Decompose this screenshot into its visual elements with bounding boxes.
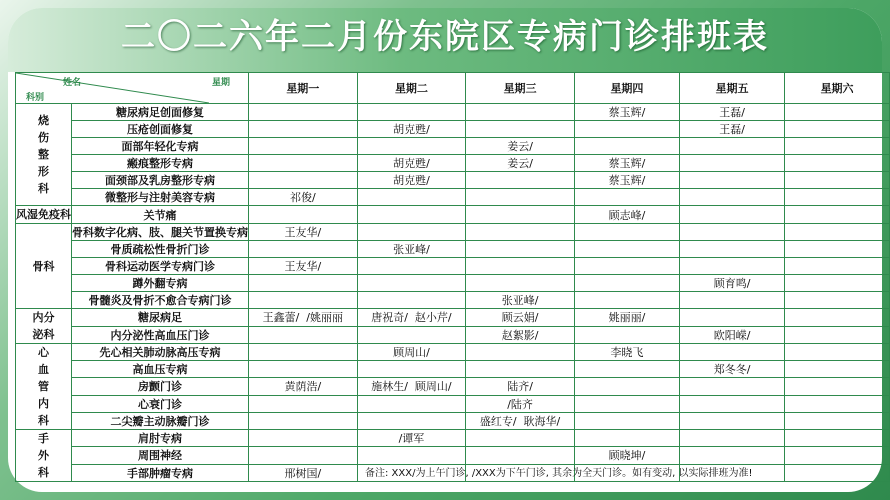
schedule-cell-wed [466, 361, 575, 378]
schedule-cell-mon: 王鑫蕾/ /姚丽丽 [249, 309, 358, 327]
schedule-cell-thu [574, 121, 679, 138]
day-header-tue: 星期二 [357, 73, 466, 104]
table-row [16, 172, 890, 189]
schedule-cell-tue [357, 275, 466, 292]
specialty-label: 心衰门诊 [72, 395, 249, 412]
schedule-cell-sat [785, 378, 890, 395]
schedule-cell-thu [574, 395, 679, 412]
schedule-cell-wed [466, 104, 575, 121]
schedule-cell-tue [357, 104, 466, 121]
schedule-cell-tue [357, 189, 466, 206]
schedule-cell-tue [357, 258, 466, 275]
schedule-cell-fri [680, 412, 785, 429]
table-row [16, 326, 890, 344]
schedule-cell-mon [249, 326, 358, 344]
department-label: 心 血 管 内 科 [16, 344, 72, 430]
schedule-cell-mon [249, 275, 358, 292]
schedule-cell-mon [249, 292, 358, 309]
schedule-cell-tue [357, 412, 466, 429]
specialty-label: 糖尿病足 [72, 309, 249, 327]
schedule-cell-mon [249, 241, 358, 258]
table-row [16, 447, 890, 464]
schedule-cell-fri [680, 224, 785, 241]
schedule-cell-wed [466, 447, 575, 464]
table-row [16, 292, 890, 309]
schedule-cell-wed: 姜云/ [466, 138, 575, 155]
header-corner [16, 73, 249, 104]
schedule-cell-tue: 唐祝奇/ 赵小芹/ [357, 309, 466, 327]
schedule-cell-wed: 张亚峰/ [466, 292, 575, 309]
schedule-cell-sat [785, 155, 890, 172]
schedule-cell-mon [249, 344, 358, 361]
schedule-cell-mon [249, 172, 358, 189]
schedule-cell-sat [785, 361, 890, 378]
specialty-label: 周围神经 [72, 447, 249, 464]
schedule-cell-thu [574, 326, 679, 344]
table-row [16, 344, 890, 361]
schedule-cell-wed: 赵絮影/ [466, 326, 575, 344]
schedule-cell-wed [466, 224, 575, 241]
specialty-label: 关节痛 [72, 206, 249, 224]
schedule-cell-mon [249, 138, 358, 155]
schedule-cell-mon [249, 155, 358, 172]
specialty-label: 房颤门诊 [72, 378, 249, 395]
schedule-cell-mon [249, 412, 358, 429]
schedule-cell-sat [785, 275, 890, 292]
schedule-cell-fri [680, 344, 785, 361]
schedule-cell-sat [785, 121, 890, 138]
schedule-cell-sat [785, 326, 890, 344]
schedule-cell-thu [574, 378, 679, 395]
schedule-cell-tue: 胡克甦/ [357, 121, 466, 138]
schedule-cell-fri [680, 206, 785, 224]
corner-dept-label: 科别 [26, 93, 45, 103]
schedule-cell-tue [357, 206, 466, 224]
schedule-cell-thu [574, 241, 679, 258]
schedule-cell-wed [466, 206, 575, 224]
schedule-cell-thu [574, 138, 679, 155]
table-header-row [16, 73, 890, 104]
schedule-cell-tue: 张亚峰/ [357, 241, 466, 258]
schedule-cell-wed: 顾云娟/ [466, 309, 575, 327]
table-row [16, 378, 890, 395]
schedule-cell-fri [680, 447, 785, 464]
schedule-cell-sat [785, 447, 890, 464]
corner-diagonal [16, 73, 209, 103]
schedule-cell-fri [680, 395, 785, 412]
table-row [16, 309, 890, 327]
table-row [16, 155, 890, 172]
schedule-cell-fri [680, 378, 785, 395]
schedule-cell-sat [785, 412, 890, 429]
schedule-cell-mon [249, 361, 358, 378]
schedule-cell-mon [249, 206, 358, 224]
schedule-cell-thu [574, 430, 679, 447]
table-row [16, 258, 890, 275]
schedule-cell-wed [466, 344, 575, 361]
schedule-cell-fri: 顾育鸣/ [680, 275, 785, 292]
schedule-cell-wed [466, 121, 575, 138]
schedule-cell-fri: 郑冬冬/ [680, 361, 785, 378]
schedule-cell-fri: 王磊/ [680, 121, 785, 138]
day-header-sat: 星期六 [785, 73, 890, 104]
schedule-cell-thu [574, 189, 679, 206]
specialty-label: 手部肿瘤专病 [72, 464, 249, 481]
day-header-fri: 星期五 [680, 73, 785, 104]
specialty-label: 面颈部及乳房整形专病 [72, 172, 249, 189]
schedule-cell-fri [680, 430, 785, 447]
schedule-cell-tue [357, 224, 466, 241]
department-label: 烧 伤 整 形 科 [16, 104, 72, 206]
schedule-cell-sat [785, 464, 890, 481]
schedule-cell-mon: 邢树国/ [249, 464, 358, 481]
schedule-cell-fri [680, 258, 785, 275]
schedule-cell-sat [785, 309, 890, 327]
department-label: 风湿免疫科 [16, 206, 72, 224]
specialty-label: 面部年轻化专病 [72, 138, 249, 155]
schedule-cell-mon [249, 447, 358, 464]
schedule-cell-tue: /谭军 [357, 430, 466, 447]
schedule-cell-fri: 王磊/ [680, 104, 785, 121]
table-row [16, 206, 890, 224]
specialty-label: 骨科数字化病、肢、腿关节置换专病 [72, 224, 249, 241]
schedule-cell-thu: 李晓飞 [574, 344, 679, 361]
schedule-cell-fri: 欧阳嵘/ [680, 326, 785, 344]
table-row [16, 121, 890, 138]
schedule-cell-fri [680, 172, 785, 189]
schedule-cell-mon: 黄荫浩/ [249, 378, 358, 395]
schedule-cell-tue: 胡克甦/ [357, 155, 466, 172]
specialty-label: 先心相关肺动脉高压专病 [72, 344, 249, 361]
schedule-cell-thu: 姚丽丽/ [574, 309, 679, 327]
schedule-table [15, 72, 890, 482]
schedule-cell-sat [785, 430, 890, 447]
page-title: 二〇二六年二月份东院区专病门诊排班表 [121, 17, 769, 57]
schedule-cell-sat [785, 172, 890, 189]
table-row [16, 395, 890, 412]
schedule-cell-wed: /陆齐 [466, 395, 575, 412]
schedule-cell-sat [785, 138, 890, 155]
schedule-cell-tue [357, 395, 466, 412]
schedule-cell-wed [466, 189, 575, 206]
specialty-label: 微整形与注射美容专病 [72, 189, 249, 206]
schedule-cell-mon [249, 104, 358, 121]
table-row [16, 361, 890, 378]
schedule-cell-fri [680, 241, 785, 258]
schedule-cell-wed: 姜云/ [466, 155, 575, 172]
schedule-cell-fri [680, 292, 785, 309]
schedule-cell-sat [785, 292, 890, 309]
specialty-label: 骨质疏松性骨折门诊 [72, 241, 249, 258]
department-label: 手 外 科 [16, 430, 72, 482]
day-header-thu: 星期四 [574, 73, 679, 104]
schedule-cell-thu: 蔡玉辉/ [574, 104, 679, 121]
corner-name-label: 姓名 [63, 78, 82, 88]
schedule-cell-thu [574, 292, 679, 309]
schedule-cell-tue [357, 447, 466, 464]
specialty-label: 瘢痕整形专病 [72, 155, 249, 172]
schedule-cell-thu [574, 224, 679, 241]
corner-week-label: 星期 [211, 78, 230, 88]
schedule-cell-thu: 顾晓坤/ [574, 447, 679, 464]
schedule-cell-thu [574, 412, 679, 429]
schedule-cell-mon: 王友华/ [249, 258, 358, 275]
schedule-body [16, 104, 890, 482]
specialty-label: 骨髓炎及骨折不愈合专病门诊 [72, 292, 249, 309]
schedule-cell-tue: 顾周山/ [357, 344, 466, 361]
schedule-cell-sat [785, 258, 890, 275]
specialty-label: 肩肘专病 [72, 430, 249, 447]
schedule-cell-wed: 陆齐/ [466, 378, 575, 395]
schedule-cell-fri [680, 189, 785, 206]
schedule-cell-sat [785, 206, 890, 224]
table-row [16, 241, 890, 258]
schedule-cell-fri [680, 138, 785, 155]
schedule-cell-tue: 胡克甦/ [357, 172, 466, 189]
schedule-cell-tue [357, 292, 466, 309]
schedule-cell-tue [357, 138, 466, 155]
schedule-cell-thu: 蔡玉辉/ [574, 172, 679, 189]
footer-note: 备注: XXX/为上午门诊, /XXX为下午门诊, 其余为全天门诊。如有变动, 以实际排班为准! [365, 468, 753, 479]
schedule-cell-mon: 王友华/ [249, 224, 358, 241]
schedule-cell-wed [466, 172, 575, 189]
schedule-cell-thu: 蔡玉辉/ [574, 155, 679, 172]
table-row [16, 138, 890, 155]
schedule-cell-thu [574, 361, 679, 378]
schedule-cell-sat [785, 241, 890, 258]
specialty-label: 高血压专病 [72, 361, 249, 378]
table-row [16, 430, 890, 447]
schedule-cell-sat [785, 344, 890, 361]
specialty-label: 压疮创面修复 [72, 121, 249, 138]
table-row [16, 189, 890, 206]
table-row [16, 104, 890, 121]
schedule-cell-tue [357, 326, 466, 344]
schedule-cell-sat [785, 395, 890, 412]
schedule-cell-mon [249, 121, 358, 138]
specialty-label: 二尖瓣主动脉瓣门诊 [72, 412, 249, 429]
schedule-cell-mon: 祁俊/ [249, 189, 358, 206]
title-banner [8, 8, 882, 72]
schedule-cell-wed [466, 275, 575, 292]
table-row [16, 412, 890, 429]
schedule-cell-wed [466, 241, 575, 258]
schedule-cell-wed [466, 258, 575, 275]
table-row [16, 224, 890, 241]
schedule-cell-mon [249, 395, 358, 412]
specialty-label: 糖尿病足创面修复 [72, 104, 249, 121]
department-label: 内分 泌科 [16, 309, 72, 344]
department-label: 骨科 [16, 224, 72, 309]
schedule-cell-thu [574, 275, 679, 292]
schedule-cell-fri [680, 309, 785, 327]
schedule-cell-fri [680, 155, 785, 172]
schedule-cell-sat [785, 224, 890, 241]
schedule-cell-tue: 施林生/ 顾周山/ [357, 378, 466, 395]
day-header-mon: 星期一 [249, 73, 358, 104]
schedule-cell-thu: 顾志峰/ [574, 206, 679, 224]
specialty-label: 内分泌性高血压门诊 [72, 326, 249, 344]
schedule-cell-mon [249, 430, 358, 447]
schedule-cell-sat [785, 104, 890, 121]
specialty-label: 骨科运动医学专病门诊 [72, 258, 249, 275]
schedule-cell-thu [574, 258, 679, 275]
schedule-cell-sat [785, 189, 890, 206]
schedule-cell-tue [357, 361, 466, 378]
table-row [16, 275, 890, 292]
schedule-cell-wed [466, 430, 575, 447]
specialty-label: 蹲外翻专病 [72, 275, 249, 292]
day-header-wed: 星期三 [466, 73, 575, 104]
schedule-cell-wed: 盛红专/ 耿海华/ [466, 412, 575, 429]
